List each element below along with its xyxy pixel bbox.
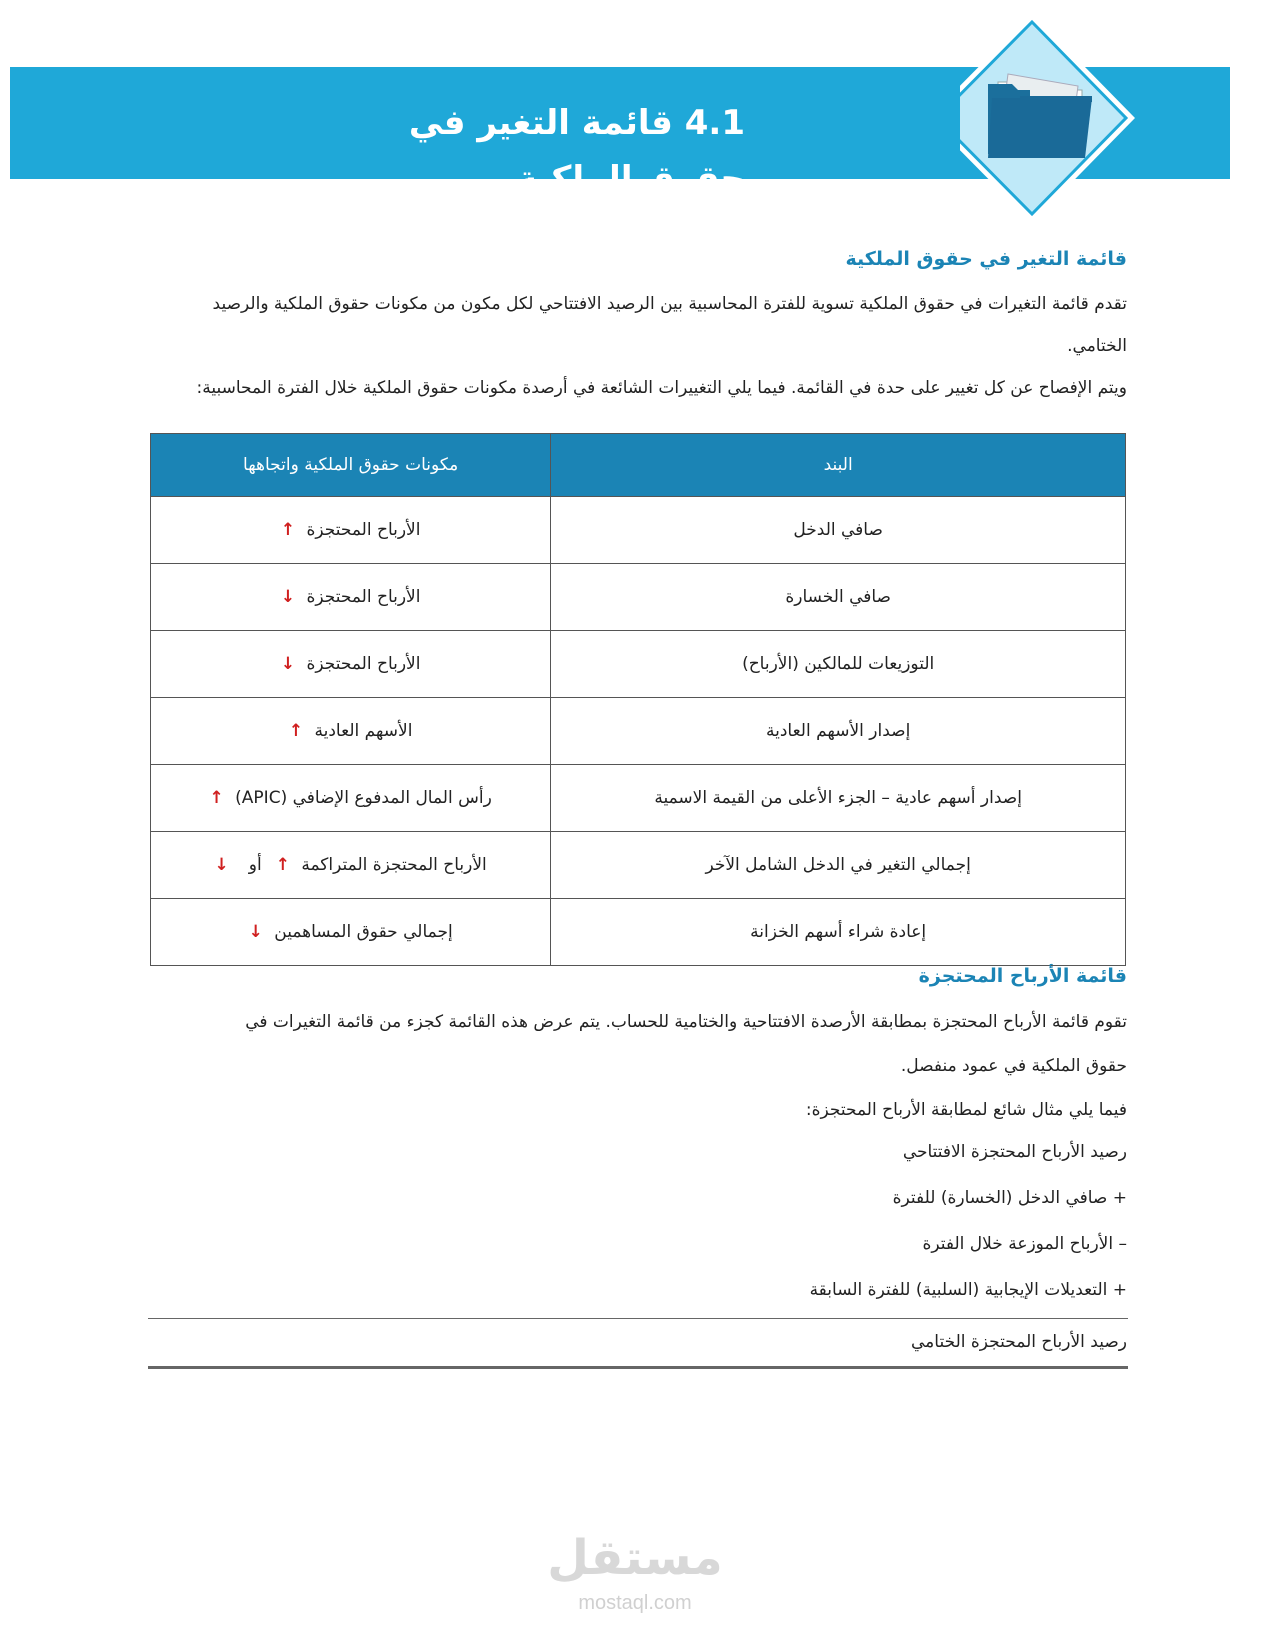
total-divider-bottom (148, 1366, 1128, 1369)
cell-item: صافي الخسارة (551, 564, 1126, 631)
paragraph-disclosure: ويتم الإفصاح عن كل تغيير على حدة في القائمة. فيما يلي التغييرات الشائعة في أرصدة مكونات حقوق الملكية خلال الفترة المحاسبية: (196, 378, 1127, 398)
paragraph-example-intro: فيما يلي مثال شائع لمطابقة الأرباح المحتجزة: (805, 1100, 1127, 1120)
recon-line-closing: رصيد الأرباح المحتجزة الختامي (911, 1332, 1127, 1352)
table-header-row (151, 434, 1126, 497)
total-divider-top (148, 1318, 1128, 1319)
recon-line-dividends: – الأرباح الموزعة خلال الفترة (922, 1234, 1127, 1254)
table-row (151, 631, 1126, 698)
arrow-up-icon: ↑ (280, 520, 296, 540)
paragraph-intro-line1: تقدم قائمة التغيرات في حقوق الملكية تسوية للفترة المحاسبية بين الرصيد الافتتاحي لكل مكون من مكونات حقوق الملكية والرصيد (212, 294, 1127, 314)
cell-item: إصدار أسهم عادية – الجزء الأعلى من القيمة الاسمية (551, 765, 1126, 832)
table-row (151, 564, 1126, 631)
cell-item: التوزيعات للمالكين (الأرباح) (551, 631, 1126, 698)
cell-component (151, 497, 551, 564)
equity-changes-table (150, 433, 1126, 966)
cell-item: إعادة شراء أسهم الخزانة (551, 899, 1126, 966)
recon-line-adjustments: + التعديلات الإيجابية (السلبية) للفترة السابقة (809, 1280, 1127, 1300)
paragraph-intro-line2: الختامي. (1067, 336, 1127, 356)
cell-component (151, 564, 551, 631)
component-label: الأرباح المحتجزة المتراكمة (301, 855, 487, 875)
arrow-up-icon: ↑ (288, 721, 304, 741)
component-label: رأس المال المدفوع الإضافي (APIC) (235, 788, 492, 808)
cell-item: إجمالي التغير في الدخل الشامل الآخر (551, 832, 1126, 899)
arrow-down-icon: ↓ (248, 922, 263, 942)
component-label: الأسهم العادية (314, 721, 413, 741)
cell-component (151, 765, 551, 832)
watermark-logo: مستقل (547, 1530, 723, 1586)
component-label: الأرباح المحتجزة (306, 587, 421, 607)
component-label: الأرباح المحتجزة (306, 520, 421, 540)
recon-line-opening: رصيد الأرباح المحتجزة الافتتاحي (902, 1142, 1127, 1162)
arrow-down-icon: ↓ (214, 855, 229, 875)
or-label: أو (248, 855, 262, 875)
component-label: إجمالي حقوق المساهمين (274, 922, 453, 942)
paragraph-retained-line2: حقوق الملكية في عمود منفصل. (900, 1056, 1127, 1076)
table-row (151, 899, 1126, 966)
cell-component (151, 899, 551, 966)
cell-item: صافي الدخل (551, 497, 1126, 564)
cell-item: إصدار الأسهم العادية (551, 698, 1126, 765)
table-row (151, 832, 1126, 899)
table-row (151, 765, 1126, 832)
section-heading-retained-earnings: قائمة الأرباح المحتجزة (918, 965, 1127, 987)
recon-line-net-income: + صافي الدخل (الخسارة) للفترة (892, 1188, 1127, 1208)
arrow-up-icon: ↑ (275, 855, 290, 875)
header-item: البند (551, 434, 1126, 497)
watermark-url: mostaql.com (578, 1592, 692, 1614)
table-row (151, 497, 1126, 564)
page-title: 4.1 قائمة التغير في حقوق الملكية (408, 103, 745, 199)
section-heading-equity-changes: قائمة التغير في حقوق الملكية (845, 248, 1127, 270)
cell-component (151, 832, 551, 899)
header-component: مكونات حقوق الملكية واتجاهها (151, 434, 551, 497)
component-label: الأرباح المحتجزة (306, 654, 421, 674)
arrow-down-icon: ↓ (280, 587, 296, 607)
arrow-up-icon: ↑ (209, 788, 224, 808)
cell-component (151, 631, 551, 698)
table-row (151, 698, 1126, 765)
cell-component (151, 698, 551, 765)
paragraph-retained-line1: تقوم قائمة الأرباح المحتجزة بمطابقة الأرصدة الافتتاحية والختامية للحساب. يتم عرض هذه القائمة كجزء من قائمة التغيرات في (245, 1012, 1127, 1032)
arrow-down-icon: ↓ (280, 654, 296, 674)
folder-icon (980, 62, 1110, 172)
